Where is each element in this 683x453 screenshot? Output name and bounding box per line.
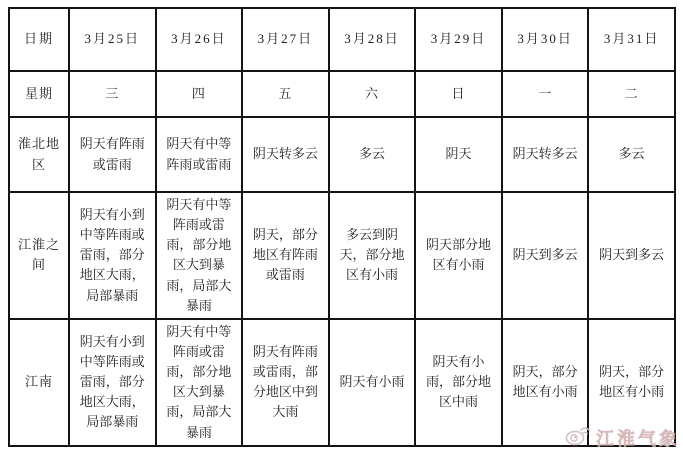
date-cell: 3月30日 xyxy=(502,8,589,71)
forecast-cell: 阴天有中等阵雨或雷雨 xyxy=(156,117,243,192)
table-row-weekday xyxy=(9,71,675,117)
weekday-cell: 四 xyxy=(156,71,243,117)
weekday-cell: 二 xyxy=(588,71,675,117)
row-header-cell: 淮北地区 xyxy=(9,117,69,192)
row-header-cell: 星期 xyxy=(9,71,69,117)
forecast-cell: 阴天 xyxy=(415,117,502,192)
forecast-cell: 阴天部分地区有小雨 xyxy=(415,192,502,319)
date-cell: 3月25日 xyxy=(69,8,156,71)
forecast-cell: 多云到阴天，部分地区有小雨 xyxy=(329,192,416,319)
date-cell: 3月28日 xyxy=(329,8,416,71)
forecast-cell: 阴天到多云 xyxy=(588,192,675,319)
forecast-cell: 多云 xyxy=(588,117,675,192)
table-row-jianghuai xyxy=(9,192,675,319)
forecast-cell: 阴天转多云 xyxy=(502,117,589,192)
forecast-cell: 阴天转多云 xyxy=(242,117,329,192)
table-row-date xyxy=(9,8,675,71)
row-header-cell: 日期 xyxy=(9,8,69,71)
weekday-cell: 六 xyxy=(329,71,416,117)
date-cell: 3月27日 xyxy=(242,8,329,71)
forecast-cell: 阴天，部分地区有小雨 xyxy=(502,319,589,446)
forecast-cell: 阴天有阵雨或雷雨，部分地区中到大雨 xyxy=(242,319,329,446)
date-cell: 3月26日 xyxy=(156,8,243,71)
date-cell: 3月29日 xyxy=(415,8,502,71)
forecast-cell: 阴天，部分地区有阵雨或雷雨 xyxy=(242,192,329,319)
row-header-cell: 江淮之间 xyxy=(9,192,69,319)
table-row-huaibei xyxy=(9,117,675,192)
forecast-cell: 阴天有小到中等阵雨或雷雨，部分地区大雨，局部暴雨 xyxy=(69,319,156,446)
forecast-cell: 阴天有阵雨或雷雨 xyxy=(69,117,156,192)
forecast-cell: 阴天有小雨 xyxy=(329,319,416,446)
weekday-cell: 五 xyxy=(242,71,329,117)
date-cell: 3月31日 xyxy=(588,8,675,71)
table-row-jiangnan xyxy=(9,319,675,446)
row-header-cell: 江南 xyxy=(9,319,69,446)
watermark-text: 江淮气象 xyxy=(596,428,680,449)
forecast-cell: 阴天有中等阵雨或雷雨，部分地区大到暴雨，局部大暴雨 xyxy=(156,319,243,446)
weekday-cell: 三 xyxy=(69,71,156,117)
forecast-cell: 阴天，部分地区有小雨 xyxy=(588,319,675,446)
weather-forecast-table xyxy=(8,7,676,447)
weekday-cell: 日 xyxy=(415,71,502,117)
forecast-cell: 阴天有中等阵雨或雷雨，部分地区大到暴雨，局部大暴雨 xyxy=(156,192,243,319)
forecast-cell: 阴天有小到中等阵雨或雷雨，部分地区大雨，局部暴雨 xyxy=(69,192,156,319)
forecast-cell: 阴天到多云 xyxy=(502,192,589,319)
weekday-cell: 一 xyxy=(502,71,589,117)
forecast-cell: 阴天有小雨，部分地区中雨 xyxy=(415,319,502,446)
forecast-cell: 多云 xyxy=(329,117,416,192)
